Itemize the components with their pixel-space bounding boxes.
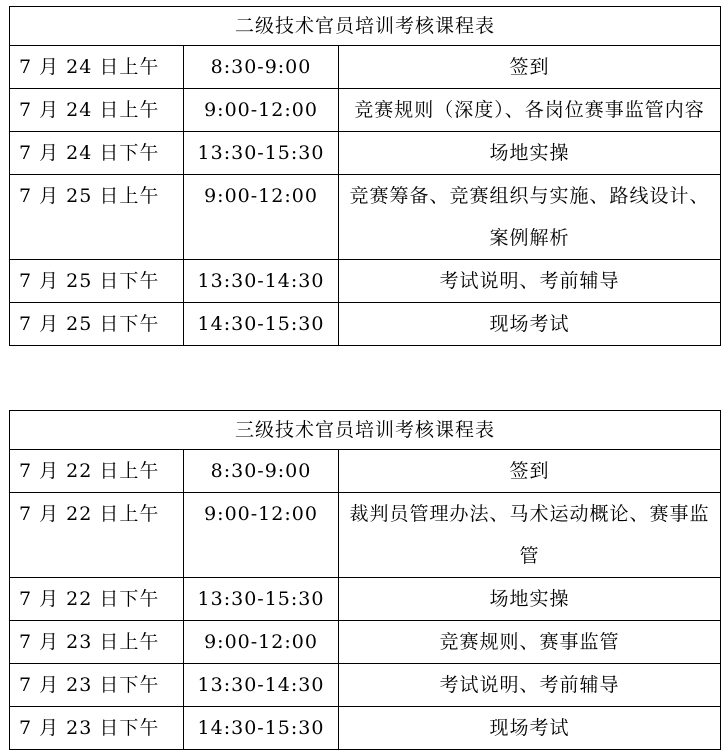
time-cell: 9:00-12:00 [184, 621, 339, 664]
content-cell: 签到 [339, 450, 721, 493]
table-row [10, 664, 721, 707]
content-cell: 现场考试 [339, 303, 721, 346]
date-cell: 7 月 25 日上午 [10, 175, 184, 260]
date-cell: 7 月 25 日下午 [10, 260, 184, 303]
table-row [10, 493, 721, 578]
date-cell: 7 月 24 日上午 [10, 89, 184, 132]
date-cell: 7 月 22 日下午 [10, 578, 184, 621]
table-row [10, 46, 721, 89]
table-title-row [10, 411, 721, 450]
table-row [10, 450, 721, 493]
content-cell: 签到 [339, 46, 721, 89]
date-cell: 7 月 23 日上午 [10, 621, 184, 664]
content-cell: 现场考试 [339, 707, 721, 750]
table-title-row [10, 7, 721, 46]
time-cell: 9:00-12:00 [184, 175, 339, 260]
content-cell: 竞赛规则（深度）、各岗位赛事监管内容 [339, 89, 721, 132]
table-row [10, 707, 721, 750]
schedule-table-level3 [9, 410, 721, 750]
content-cell: 竞赛筹备、竞赛组织与实施、路线设计、案例解析 [339, 175, 721, 260]
content-cell: 场地实操 [339, 578, 721, 621]
time-cell: 14:30-15:30 [184, 707, 339, 750]
table-title: 三级技术官员培训考核课程表 [10, 411, 721, 450]
table-row [10, 175, 721, 260]
table-row [10, 260, 721, 303]
date-cell: 7 月 24 日下午 [10, 132, 184, 175]
content-cell: 场地实操 [339, 132, 721, 175]
time-cell: 8:30-9:00 [184, 46, 339, 89]
time-cell: 13:30-14:30 [184, 664, 339, 707]
content-cell: 考试说明、考前辅导 [339, 260, 721, 303]
time-cell: 13:30-14:30 [184, 260, 339, 303]
time-cell: 8:30-9:00 [184, 450, 339, 493]
content-cell: 考试说明、考前辅导 [339, 664, 721, 707]
date-cell: 7 月 25 日下午 [10, 303, 184, 346]
time-cell: 9:00-12:00 [184, 89, 339, 132]
date-cell: 7 月 23 日下午 [10, 664, 184, 707]
date-cell: 7 月 23 日下午 [10, 707, 184, 750]
schedule-table-level2 [9, 6, 721, 346]
table-row [10, 89, 721, 132]
content-cell: 竞赛规则、赛事监管 [339, 621, 721, 664]
table-title: 二级技术官员培训考核课程表 [10, 7, 721, 46]
date-cell: 7 月 22 日上午 [10, 493, 184, 578]
time-cell: 13:30-15:30 [184, 132, 339, 175]
time-cell: 9:00-12:00 [184, 493, 339, 578]
date-cell: 7 月 22 日上午 [10, 450, 184, 493]
time-cell: 13:30-15:30 [184, 578, 339, 621]
table-row [10, 621, 721, 664]
table-row [10, 132, 721, 175]
content-cell: 裁判员管理办法、马术运动概论、赛事监管 [339, 493, 721, 578]
date-cell: 7 月 24 日上午 [10, 46, 184, 89]
table-row [10, 303, 721, 346]
table-row [10, 578, 721, 621]
time-cell: 14:30-15:30 [184, 303, 339, 346]
